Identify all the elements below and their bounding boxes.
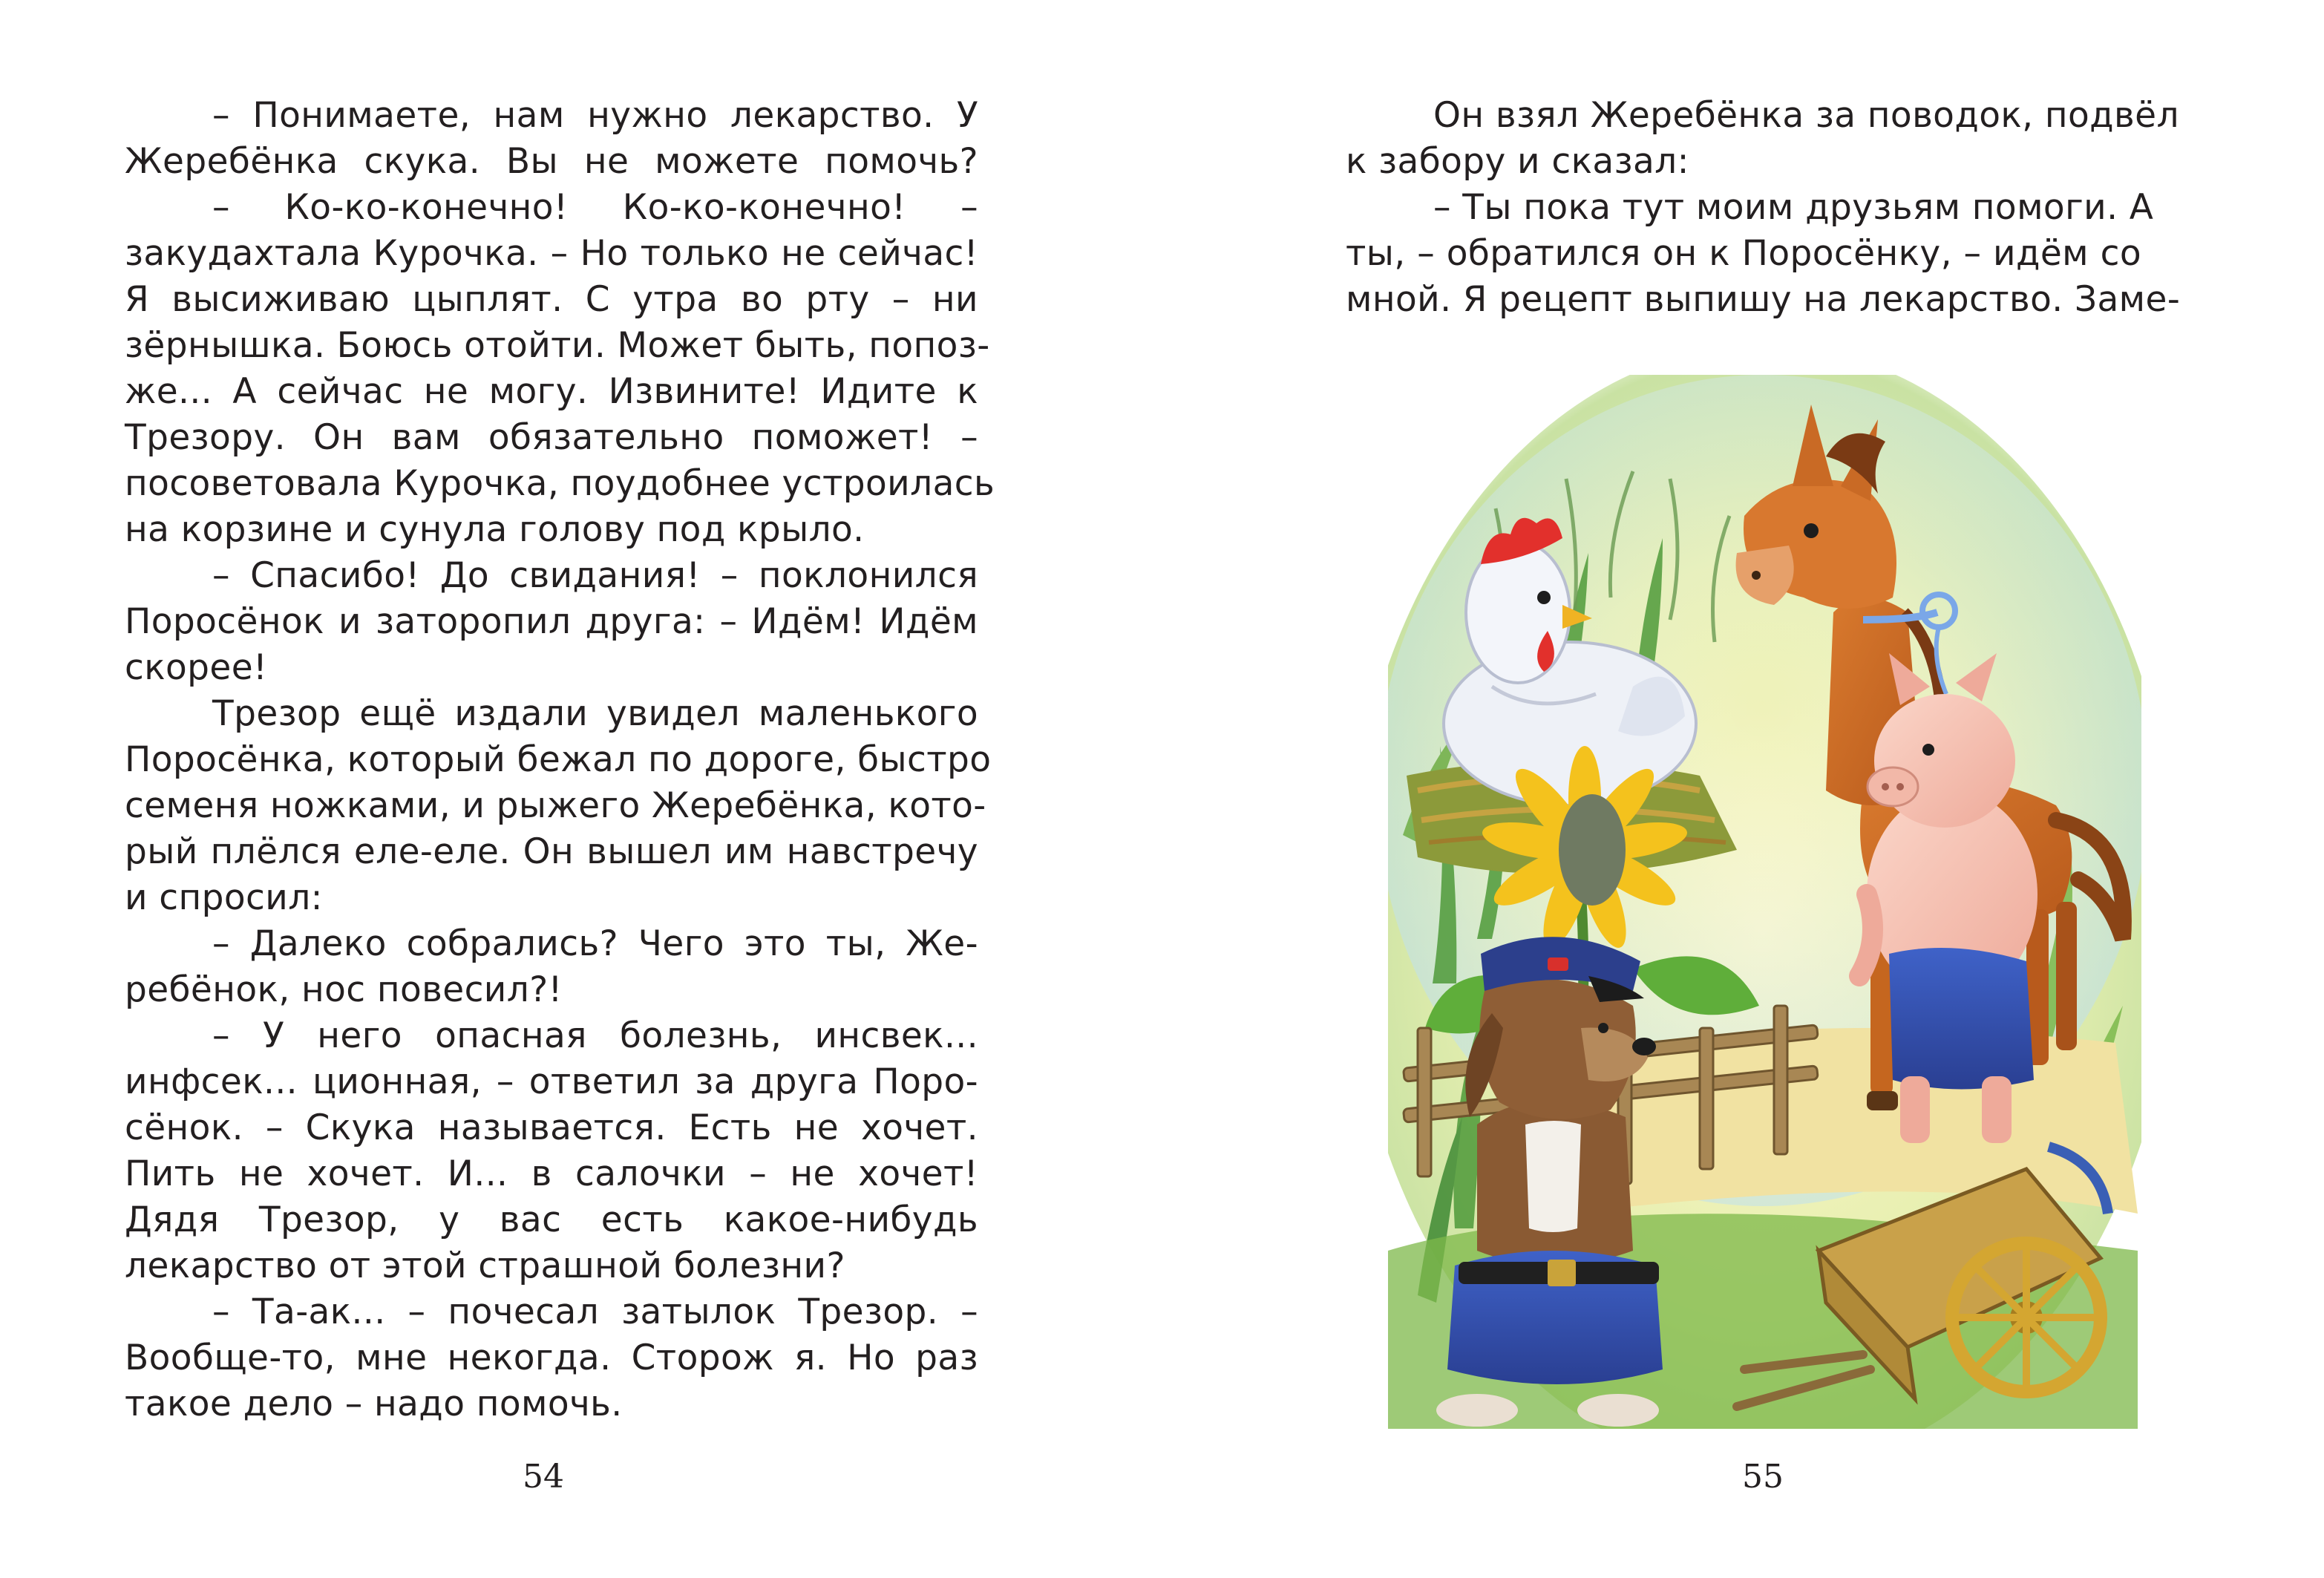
text-line: Трезор ещё издали увидел маленького (212, 693, 978, 734)
text-line: мной. Я рецепт выпишу на лекарство. Заме- (1346, 279, 2181, 320)
text-line: – Понимаете, нам нужно лекарство. У (212, 95, 978, 136)
text-line: – Ты пока тут моим друзьям помоги. А (1433, 187, 2154, 228)
text-line: Поросёнка, который бежал по дороге, быстро (125, 739, 992, 780)
right-page-text (1346, 93, 2181, 323)
text-line: Я высиживаю цыплят. С утра во рту – ни (125, 279, 978, 320)
text-line: – Ко-ко-конечно! Ко-ко-конечно! – (212, 187, 978, 228)
story-illustration (1388, 375, 2141, 1429)
left-page-text (125, 93, 995, 1427)
text-line: скорее! (125, 647, 268, 688)
text-line: же... А сейчас не могу. Извините! Идите к (125, 371, 978, 412)
text-line: Трезору. Он вам обязательно поможет! – (125, 417, 978, 458)
text-line: Пить не хочет. И... в салочки – не хочет! (125, 1153, 978, 1194)
page-number: 54 (523, 1458, 564, 1496)
text-line: – Далеко собрались? Чего это ты, Же- (212, 923, 978, 964)
text-line: – У него опасная болезнь, инсвек... (212, 1015, 978, 1056)
text-line: Жеребёнка скука. Вы не можете помочь? (125, 141, 978, 182)
text-line: – Спасибо! До свидания! – поклонился (212, 555, 978, 596)
text-line: к забору и сказал: (1346, 141, 1689, 182)
text-line: семеня ножками, и рыжего Жеребёнка, кото- (125, 785, 986, 826)
text-line: такое дело – надо помочь. (125, 1384, 623, 1424)
text-line: и спросил: (125, 877, 323, 918)
text-line: Дядя Трезор, у вас есть какое-нибудь (125, 1199, 978, 1240)
text-line: зёрнышка. Боюсь отойти. Может быть, попоз- (125, 325, 990, 366)
text-line: Он взял Жеребёнка за поводок, подвёл (1433, 95, 2179, 136)
text-line: – Та-ак... – почесал затылок Трезор. – (212, 1291, 978, 1332)
text-line: инфсек... ционная, – ответил за друга Поро- (125, 1061, 978, 1102)
text-line: рый плёлся еле-еле. Он вышел им навстречу (125, 831, 978, 872)
text-line: Вообще-то, мне некогда. Сторож я. Но раз (125, 1338, 978, 1378)
text-line: на корзине и сунула голову под крыло. (125, 509, 865, 550)
page-number: 55 (1742, 1458, 1784, 1496)
text-line: ребёнок, нос повесил?! (125, 969, 563, 1010)
text-line: сёнок. – Скука называется. Есть не хочет. (125, 1107, 978, 1148)
right-page (1162, 0, 2324, 1578)
text-line: лекарство от этой страшной болезни? (125, 1245, 845, 1286)
text-line: закудахтала Курочка. – Но только не сейчас! (125, 233, 978, 274)
text-line: Поросёнок и заторопил друга: – Идём! Идём (125, 601, 978, 642)
text-line: ты, – обратился он к Поросёнку, – идём со (1346, 233, 2141, 274)
text-line: посоветовала Курочка, поудобнее устроилась (125, 463, 995, 504)
